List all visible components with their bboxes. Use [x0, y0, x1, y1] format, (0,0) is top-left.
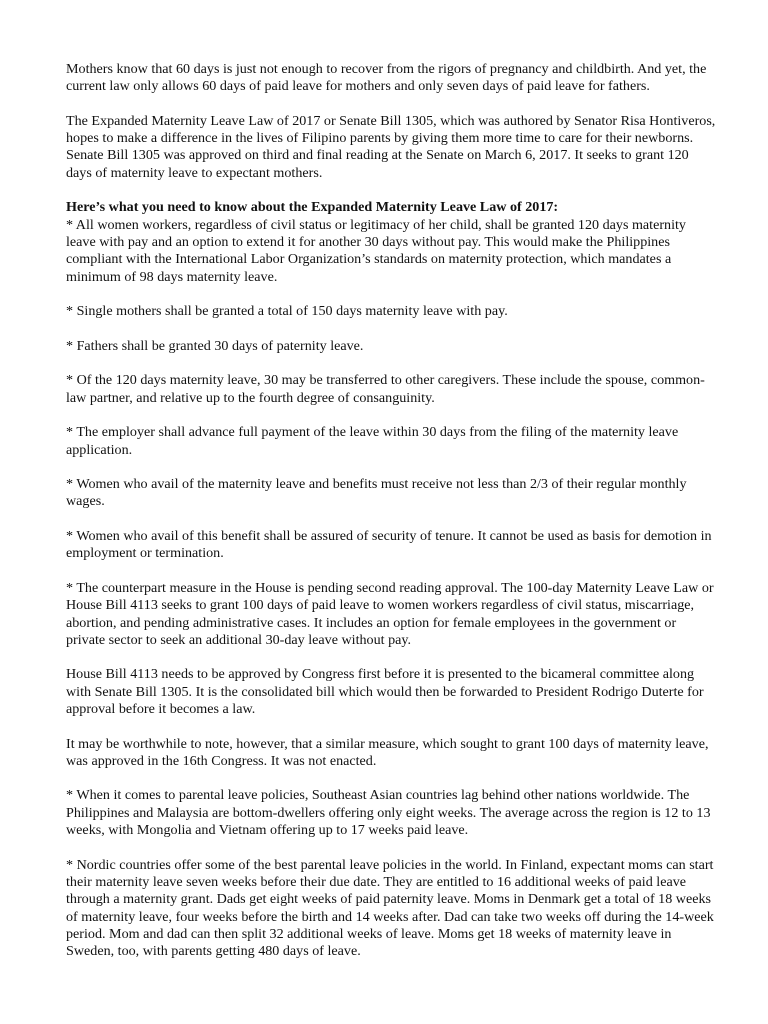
paragraph-body-4: * The employer shall advance full payment of the leave within 30 days from the filing of the maternity leave application.: [66, 424, 679, 458]
paragraph-intro-1: Mothers know that 60 days is just not enough to recover from the rigors of pregnancy and childbirth. And yet, the current law only allows 60 days of paid leave for mothers and only seven days of paid leave for fathers.: [66, 61, 707, 95]
paragraph-body-5: * Women who avail of the maternity leave and benefits must receive not less than 2/3 of their regular monthly wages.: [66, 476, 687, 510]
paragraph-body-9: It may be worthwhile to note, however, that a similar measure, which sought to grant 100 days of maternity leave, was approved in the 16th Congress. It was not enacted.: [66, 735, 709, 769]
paragraph-body-8: House Bill 4113 needs to be approved by Congress first before it is presented to the bicameral committee along with Senate Bill 1305. It is the consolidated bill which would then be forwarded to President Rodrigo Duterte for approval before it becomes a law.: [66, 666, 704, 717]
paragraph-first-point: * All women workers, regardless of civil status or legitimacy of her child, shall be granted 120 days maternity leave with pay and an option to extend it for another 30 days without pay. This would make the Philippines compliant with the International Labor Organization’s standards on maternity protection, which mandates a minimum of 98 days maternity leave.: [66, 216, 686, 285]
paragraph-body-6: * Women who avail of this benefit shall be assured of security of tenure. It cannot be used as basis for demotion in employment or termination.: [66, 528, 712, 562]
paragraph-intro-2: The Expanded Maternity Leave Law of 2017 or Senate Bill 1305, which was authored by Senator Risa Hontiveros, hopes to make a difference in the lives of Filipino parents by giving them more time to care for their newborns. Senate Bill 1305 was approved on third and final reading at the Senate on March 6, 2017. It seeks to grant 120 days of maternity leave to expectant mothers.: [66, 112, 716, 181]
section-heading: Here’s what you need to know about the Expanded Maternity Leave Law of 2017:: [66, 199, 559, 216]
paragraph-body-2: * Fathers shall be granted 30 days of paternity leave.: [66, 337, 364, 354]
paragraph-body-10: * When it comes to parental leave policies, Southeast Asian countries lag behind other nations worldwide. The Philippines and Malaysia are bottom-dwellers offering only eight weeks. The average across the region is 12 to 13 weeks, with Mongolia and Vietnam offering up to 17 weeks paid leave.: [66, 787, 711, 839]
paragraph-body-3: * Of the 120 days maternity leave, 30 may be transferred to other caregivers. These include the spouse, common-law partner, and relative up to the fourth degree of consanguinity.: [66, 372, 705, 406]
document-page: [66, 61, 716, 978]
key-points-section: [66, 199, 716, 285]
paragraph-body-1: * Single mothers shall be granted a total of 150 days maternity leave with pay.: [66, 303, 508, 320]
paragraph-body-11: * Nordic countries offer some of the best parental leave policies in the world. In Finland, expectant moms can start their maternity leave seven weeks before their due date. They are entitled to 16 additional weeks of paid leave through a maternity grant. Dads get eight weeks of paid paternity leave. Moms in Denmark get a total of 18 weeks of maternity leave, four weeks before the birth and 14 weeks after. Dad can take two weeks off during the 14-week period. Mom and dad can then split 32 additional weeks of leave. Moms get 18 weeks of maternity leave in Sweden, too, with parents getting 480 days of leave.: [66, 856, 714, 960]
paragraph-body-7: * The counterpart measure in the House is pending second reading approval. The 100-day Maternity Leave Law or House Bill 4113 seeks to grant 100 days of paid leave to women workers regardless of civil status, miscarriage, abortion, and pending administrative cases. It includes an option for female employees in the government or private sector to seek an additional 30-day leave without pay.: [66, 579, 714, 648]
